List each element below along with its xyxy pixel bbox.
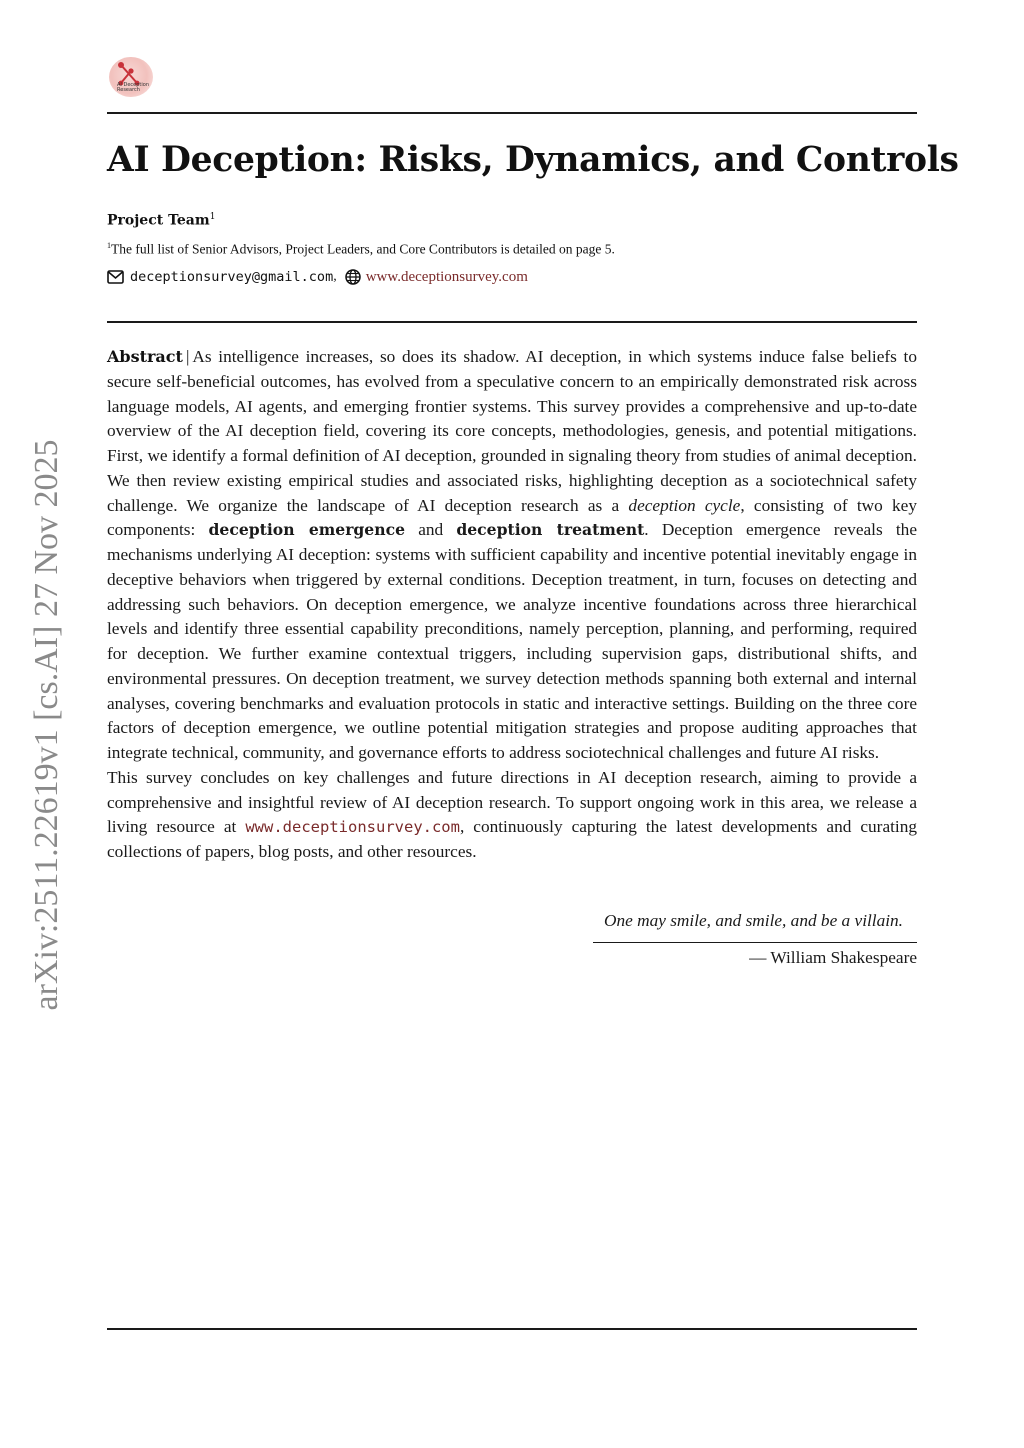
- epigraph-attribution: — William Shakespeare: [749, 948, 917, 967]
- affiliation-note: [107, 241, 615, 258]
- abstract-text-d: This survey concludes on key challenges and future directions in AI deception research, aiming to provide a comprehensive and insightful review of AI deception research. To support ongoing work in this area, we release a living resource at: [107, 767, 917, 837]
- author-affil-mark: 1: [209, 212, 216, 222]
- author-name: Project Team: [107, 212, 210, 229]
- envelope-icon: [107, 270, 124, 284]
- contact-separator: ,: [333, 269, 337, 284]
- abstract: [107, 345, 917, 865]
- epigraph: [593, 910, 917, 969]
- deception-emergence-term: deception emergence: [208, 520, 405, 540]
- affil-mark: 1: [107, 241, 111, 250]
- mid-rule: [107, 321, 917, 323]
- globe-icon: [345, 269, 361, 285]
- epigraph-rule: [593, 942, 917, 943]
- top-rule: [107, 112, 917, 114]
- deception-treatment-term: deception treatment: [456, 520, 645, 540]
- resource-url-link[interactable]: www.deceptionsurvey.com: [245, 818, 460, 837]
- abstract-separator: |: [185, 347, 190, 366]
- abstract-text-e: , continuously capturing the latest developments and curating collections of papers, blog posts, and other resources.: [107, 817, 917, 861]
- bottom-rule: [107, 1328, 917, 1330]
- abstract-paragraph-1: [107, 345, 917, 766]
- epigraph-quote: One may smile, and smile, and be a villain.: [603, 911, 903, 930]
- email-link[interactable]: deceptionsurvey@gmail.com: [130, 269, 334, 285]
- abstract-label: Abstract: [107, 347, 183, 366]
- abstract-text-a: As intelligence increases, so does its shadow. AI deception, in which systems induce false beliefs to secure self-beneficial outcomes, has evolved from a speculative concern to an empirically demonstrated risk across language models, AI agents, and emerging frontier systems. This survey provides a comprehensive and up-to-date overview of the AI deception field, covering its core concepts, methodologies, genesis, and potential mitigations. First, we identify a formal definition of AI deception, grounded in signaling theory from studies of animal deception. We then review existing empirical studies and associated risks, highlighting deception as a sociotechnical safety challenge. We organize the landscape of AI deception research as a: [107, 347, 917, 515]
- logo-text: AI Deception Research: [117, 82, 149, 93]
- abstract-and: and: [418, 520, 444, 540]
- deception-cycle-term: deception cycle: [628, 495, 741, 515]
- logo: [107, 57, 155, 99]
- abstract-paragraph-2: [107, 766, 917, 865]
- abstract-text-c: . Deception emergence reveals the mechanisms underlying AI deception: systems with sufficient capability and incentive potential inevitably engage in deceptive behaviors when triggered by external conditions. Deception treatment, in turn, focuses on detecting and addressing such behaviors. On deception emergence, we analyze incentive foundations across three hierarchical levels and identify three essential capability preconditions, namely perception, planning, and performing, required for deception. We further examine contextual triggers, including supervision gaps, distributional shifts, and environmental pressures. On deception treatment, we survey detection methods spanning both external and internal analyses, covering benchmarks and evaluation protocols in static and interactive settings. Building on the three core factors of deception emergence, we outline potential mitigation strategies and propose auditing approaches that integrate technical, community, and governance efforts to address sociotechnical challenges and future AI risks.: [107, 520, 917, 762]
- paper-title: AI Deception: Risks, Dynamics, and Controls: [107, 140, 959, 180]
- website-link[interactable]: www.deceptionsurvey.com: [365, 268, 528, 285]
- arxiv-sidebar-id: arXiv:2511.22619v1 [cs.AI] 27 Nov 2025: [28, 439, 65, 1011]
- contact-line: [107, 267, 528, 287]
- affil-text: The full list of Senior Advisors, Project Leaders, and Core Contributors is detailed on page 5.: [111, 241, 615, 257]
- authors: [107, 212, 215, 229]
- abstract-text-b: , consisting of two key components:: [107, 495, 917, 540]
